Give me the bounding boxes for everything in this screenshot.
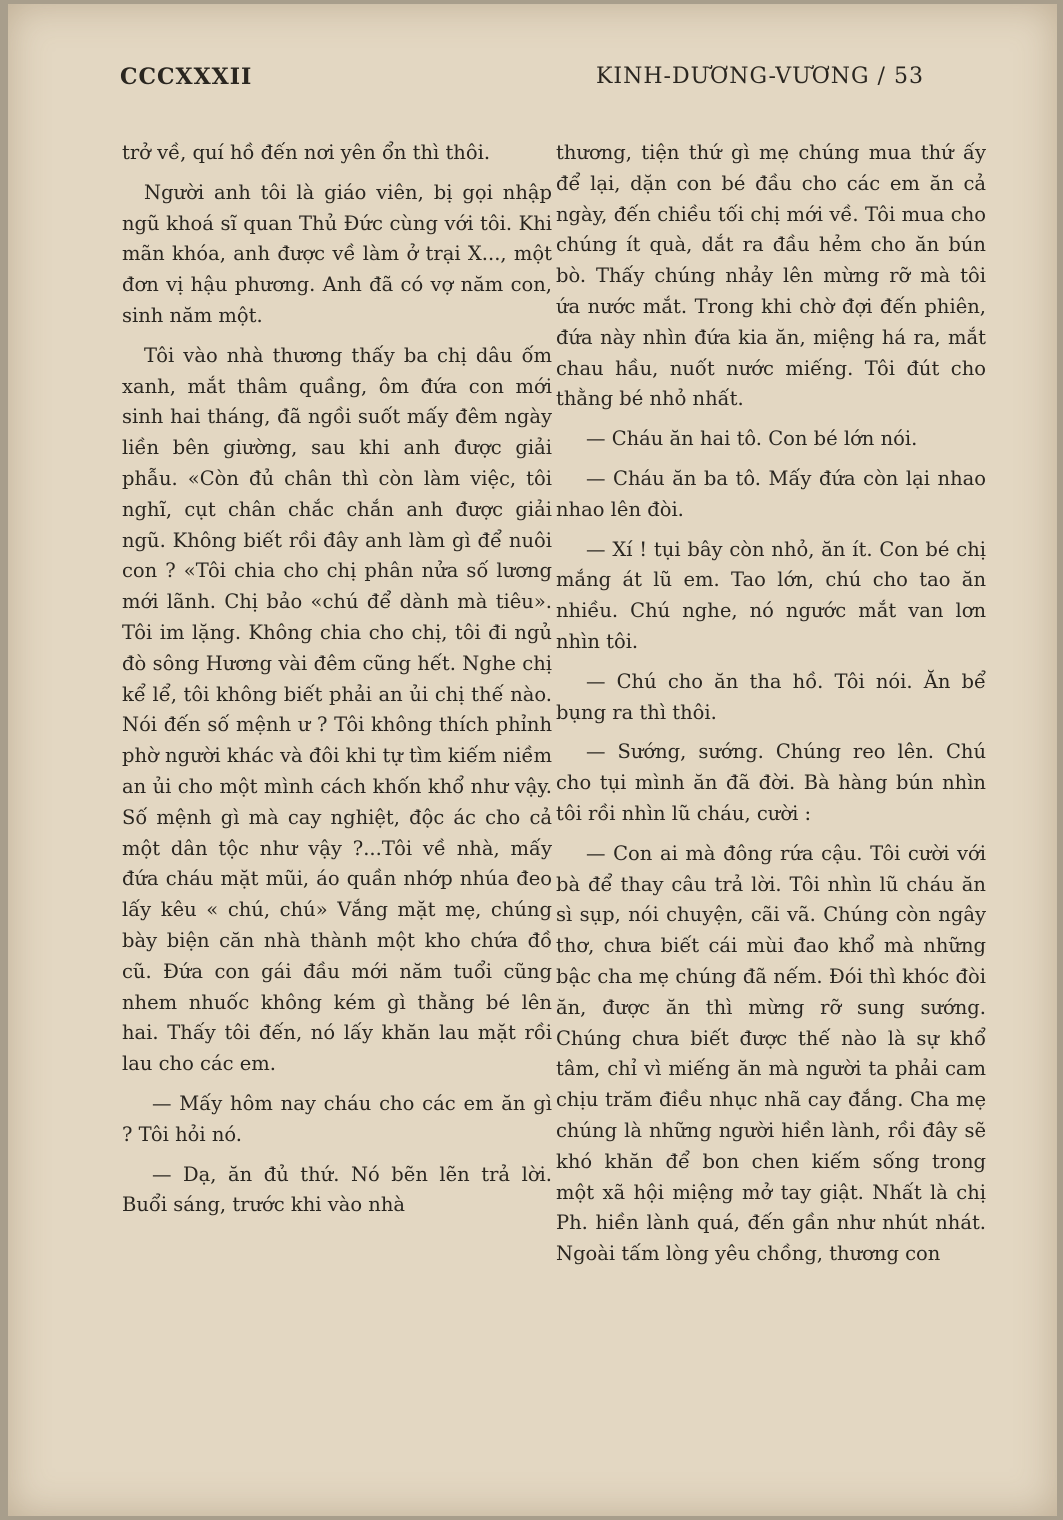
paragraph: Người anh tôi là giáo viên, bị gọi nhập ngũ khoá sĩ quan Thủ Đức cùng với tôi. Khi mãn khóa, anh được về làm ở trại X..., một đơn vị hậu phương. Anh đã có vợ năm con, sinh năm một.	[122, 180, 552, 327]
issue-number: CCCXXXII	[120, 64, 253, 90]
book-page	[8, 4, 1057, 1516]
paragraph: — Sướng, sướng. Chúng reo lên. Chú cho tụi mình ăn đã đời. Bà hàng bún nhìn tôi rồi nhìn lũ cháu, cười :	[556, 740, 986, 825]
paragraph: — Dạ, ăn đủ thứ. Nó bẽn lẽn trả lời. Buổi sáng, trước khi vào nhà	[122, 1162, 552, 1217]
right-column	[556, 138, 986, 1279]
paragraph: thương, tiện thứ gì mẹ chúng mua thứ ấy để lại, dặn con bé đầu cho các em ăn cả ngày, đến chiều tối chị mới về. Tôi mua cho chúng ít quà, dắt ra đầu hẻm cho ăn bún bò. Thấy chúng nhảy lên mừng rỡ mà tôi ứa nước mắt. Trong khi chờ đợi đến phiên, đứa này nhìn đứa kia ăn, miệng há ra, mắt chau hầu, nuốt nước miếng. Tôi đút cho thằng bé nhỏ nhất.	[556, 141, 986, 411]
paragraph: Tôi vào nhà thương thấy ba chị dâu ốm xanh, mắt thâm quầng, ôm đứa con mới sinh hai tháng, đã ngồi suốt mấy đêm ngày liền bên giường, sau khi anh được giải phẫu. «Còn đủ chân thì còn làm việc, tôi nghĩ, cụt chân chắc chắn anh được giải ngũ. Không biết rồi đây anh làm gì để nuôi con ? «Tôi chia cho chị phân nửa số lương mới lãnh. Chị bảo «chú để dành mà tiêu». Tôi im lặng. Không chia cho chị, tôi đi ngủ đò sông Hương vài đêm cũng hết. Nghe chị kể lể, tôi không biết phải an ủi chị thế nào. Nói đến số mệnh ư ? Tôi không thích phỉnh phờ người khác và đôi khi tự tìm kiếm niềm an ủi cho một mình cách khốn khổ như vậy. Số mệnh gì mà cay nghiệt, độc ác cho cả một dân tộc như vậy ?...Tôi về nhà, mấy đứa cháu mặt mũi, áo quần nhớp nhúa đeo lấy kêu « chú, chú» Vắng mặt mẹ, chúng bày biện căn nhà thành một kho chứa đồ cũ. Đứa con gái đầu mới năm tuổi cũng nhem nhuốc không kém gì thằng bé lên hai. Thấy tôi đến, nó lấy khăn lau mặt rồi lau cho các em.	[122, 343, 552, 1076]
paragraph: — Con ai mà đông rứa cậu. Tôi cười với bà để thay câu trả lời. Tôi nhìn lũ cháu ăn sì sụp, nói chuyện, cãi vã. Chúng còn ngây thơ, chưa biết cái mùi đao khổ mà những bậc cha mẹ chúng đã nếm. Đói thì khóc đòi ăn, được ăn thì mừng rỡ sung sướng. Chúng chưa biết được thế nào là sự khổ tâm, chỉ vì miếng ăn mà người ta phải cam chịu trăm điều nhục nhã cay đắng. Cha mẹ chúng là những người hiền lành, rồi đây sẽ khó khăn để bon chen kiếm sống trong một xã hội miệng mở tay giật. Nhất là chị Ph. hiền lành quá, đến gần như nhút nhát. Ngoài tấm lòng yêu chồng, thương con	[556, 841, 986, 1266]
paragraph: trở về, quí hồ đến nơi yên ổn thì thôi.	[122, 141, 491, 164]
paragraph: — Mấy hôm nay cháu cho các em ăn gì ? Tôi hỏi nó.	[122, 1091, 552, 1146]
running-head: KINH-DƯƠNG-VƯƠNG / 53	[596, 64, 924, 89]
left-column	[122, 138, 552, 1230]
paragraph: — Xí ! tụi bây còn nhỏ, ăn ít. Con bé chị mắng át lũ em. Tao lớn, chú cho tao ăn nhiều. Chú nghe, nó ngước mắt van lơn nhìn tôi.	[556, 537, 986, 653]
paragraph: — Chú cho ăn tha hồ. Tôi nói. Ăn bể bụng ra thì thôi.	[556, 669, 986, 724]
paragraph: — Cháu ăn hai tô. Con bé lớn nói.	[586, 427, 918, 451]
paragraph: — Cháu ăn ba tô. Mấy đứa còn lại nhao nhao lên đòi.	[556, 466, 986, 521]
